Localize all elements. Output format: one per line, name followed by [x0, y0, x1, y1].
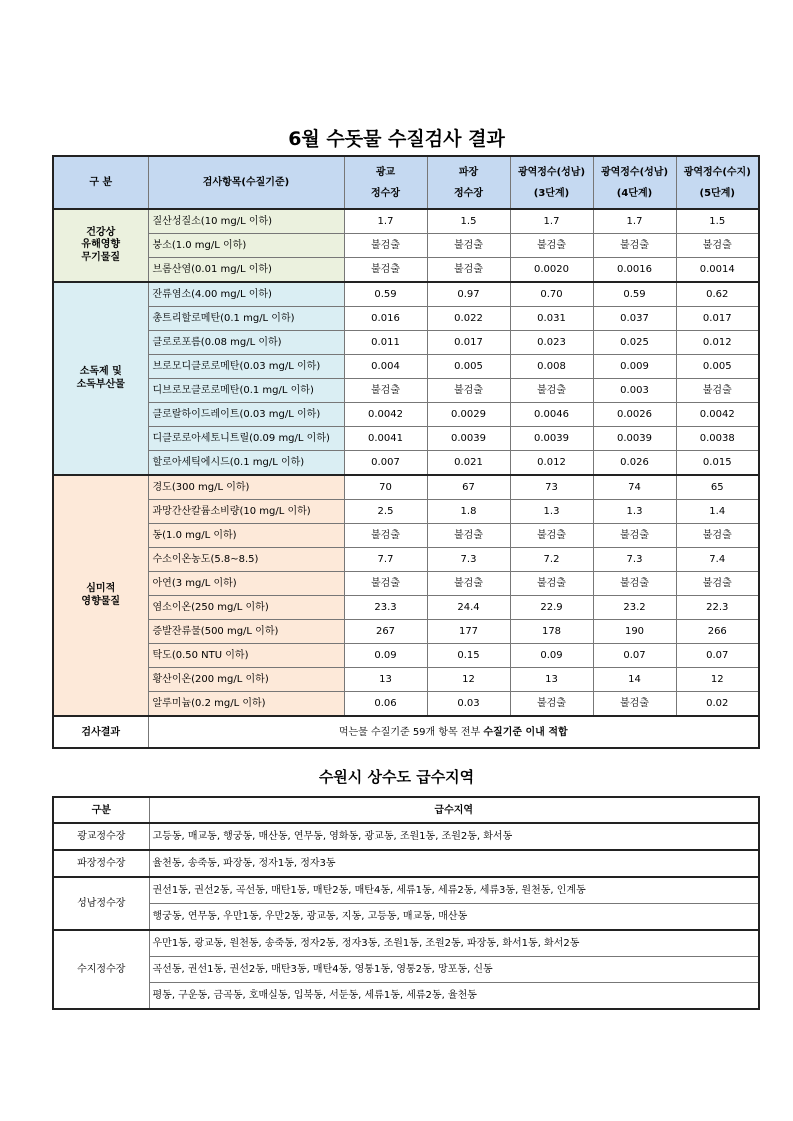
result-text-bold: 수질기준 이내 적합 [483, 726, 568, 738]
value-cell: 0.005 [427, 355, 510, 379]
table-row [53, 692, 759, 717]
item-cell: 아연(3 mg/L 이하) [148, 572, 344, 596]
item-cell: 알루미늄(0.2 mg/L 이하) [148, 692, 344, 717]
value-cell: 불검출 [593, 572, 676, 596]
value-cell: 1.3 [510, 500, 593, 524]
value-cell: 22.9 [510, 596, 593, 620]
value-cell: 70 [344, 475, 427, 500]
header-area: 급수지역 [149, 797, 759, 823]
value-cell: 13 [510, 668, 593, 692]
value-cell: 0.011 [344, 331, 427, 355]
value-cell: 0.0042 [676, 403, 759, 427]
value-cell: 불검출 [510, 524, 593, 548]
value-cell: 0.017 [427, 331, 510, 355]
item-cell: 수소이온농도(5.8~8.5) [148, 548, 344, 572]
value-cell: 0.026 [593, 451, 676, 476]
table-row [53, 500, 759, 524]
item-cell: 브롬산염(0.01 mg/L 이하) [148, 258, 344, 283]
value-cell: 1.7 [593, 209, 676, 234]
value-cell: 7.2 [510, 548, 593, 572]
value-cell: 0.025 [593, 331, 676, 355]
value-cell: 0.037 [593, 307, 676, 331]
value-cell: 67 [427, 475, 510, 500]
item-cell: 과망간산칼륨소비량(10 mg/L 이하) [148, 500, 344, 524]
value-cell: 7.4 [676, 548, 759, 572]
value-cell: 267 [344, 620, 427, 644]
value-cell: 0.005 [676, 355, 759, 379]
table-row [53, 282, 759, 307]
group-label: 건강상 유해영향 무기물질 [53, 209, 148, 282]
value-cell: 0.15 [427, 644, 510, 668]
item-cell: 질산성질소(10 mg/L 이하) [148, 209, 344, 234]
value-cell: 불검출 [676, 524, 759, 548]
header-category: 구 분 [53, 156, 148, 209]
value-cell: 불검출 [427, 234, 510, 258]
value-cell: 0.015 [676, 451, 759, 476]
item-cell: 잔류염소(4.00 mg/L 이하) [148, 282, 344, 307]
value-cell: 0.0014 [676, 258, 759, 283]
group-label: 소독제 및 소독부산물 [53, 282, 148, 475]
value-cell: 0.003 [593, 379, 676, 403]
value-cell: 0.97 [427, 282, 510, 307]
header-row [53, 797, 759, 823]
value-cell: 0.62 [676, 282, 759, 307]
value-cell: 24.4 [427, 596, 510, 620]
item-cell: 경도(300 mg/L 이하) [148, 475, 344, 500]
value-cell: 0.007 [344, 451, 427, 476]
value-cell: 0.0039 [510, 427, 593, 451]
value-cell: 0.023 [510, 331, 593, 355]
item-cell: 증발잔류물(500 mg/L 이하) [148, 620, 344, 644]
table-row [53, 548, 759, 572]
value-cell: 0.022 [427, 307, 510, 331]
value-cell: 0.031 [510, 307, 593, 331]
item-cell: 황산이온(200 mg/L 이하) [148, 668, 344, 692]
table-row [53, 331, 759, 355]
value-cell: 2.5 [344, 500, 427, 524]
value-cell: 14 [593, 668, 676, 692]
value-cell: 0.016 [344, 307, 427, 331]
value-cell: 불검출 [344, 572, 427, 596]
table-row [53, 596, 759, 620]
table-row [53, 451, 759, 476]
value-cell: 0.009 [593, 355, 676, 379]
value-cell: 1.4 [676, 500, 759, 524]
value-cell: 0.0016 [593, 258, 676, 283]
item-cell: 할로아세틱에시드(0.1 mg/L 이하) [148, 451, 344, 476]
value-cell: 190 [593, 620, 676, 644]
value-cell: 불검출 [676, 234, 759, 258]
value-cell: 0.03 [427, 692, 510, 717]
page-title: 6월 수돗물 수질검사 결과 [288, 128, 505, 150]
item-cell: 염소이온(250 mg/L 이하) [148, 596, 344, 620]
value-cell: 불검출 [593, 692, 676, 717]
plant-name: 광교정수장 [53, 823, 149, 850]
item-cell: 클로로포름(0.08 mg/L 이하) [148, 331, 344, 355]
plant-name: 성남정수장 [53, 877, 149, 930]
header-col: 광교 정수장 [344, 156, 427, 209]
value-cell: 0.012 [510, 451, 593, 476]
value-cell: 0.09 [510, 644, 593, 668]
value-cell: 불검출 [676, 379, 759, 403]
result-label: 검사결과 [53, 716, 148, 748]
plant-name: 파장정수장 [53, 850, 149, 877]
value-cell: 불검출 [676, 572, 759, 596]
item-cell: 디클로로아세토니트릴(0.09 mg/L 이하) [148, 427, 344, 451]
value-cell: 266 [676, 620, 759, 644]
header-col: 광역정수(수지) (5단계) [676, 156, 759, 209]
value-cell: 65 [676, 475, 759, 500]
value-cell: 0.0038 [676, 427, 759, 451]
value-cell: 0.0042 [344, 403, 427, 427]
section-title: 수원시 상수도 급수지역 [318, 768, 475, 786]
value-cell: 0.07 [593, 644, 676, 668]
water-quality-body [53, 209, 759, 748]
value-cell: 13 [344, 668, 427, 692]
value-cell: 178 [510, 620, 593, 644]
value-cell: 12 [427, 668, 510, 692]
value-cell: 0.59 [344, 282, 427, 307]
table-row [53, 930, 759, 957]
value-cell: 0.09 [344, 644, 427, 668]
table-row [53, 850, 759, 877]
plant-name: 수지정수장 [53, 930, 149, 1009]
value-cell: 불검출 [510, 572, 593, 596]
table-row [53, 823, 759, 850]
header-row [53, 156, 759, 209]
table-row [53, 877, 759, 904]
value-cell: 22.3 [676, 596, 759, 620]
result-text [148, 716, 759, 748]
header-col: 광역정수(성남) (4단계) [593, 156, 676, 209]
table-row [53, 355, 759, 379]
value-cell: 1.5 [676, 209, 759, 234]
area-list: 고등동, 매교동, 행궁동, 매산동, 연무동, 영화동, 광교동, 조원1동, 조원2동, 화서동 [149, 823, 759, 850]
table-row [53, 209, 759, 234]
header-col: 파장 정수장 [427, 156, 510, 209]
value-cell: 불검출 [344, 258, 427, 283]
value-cell: 0.0046 [510, 403, 593, 427]
value-cell: 74 [593, 475, 676, 500]
value-cell: 불검출 [510, 692, 593, 717]
value-cell: 불검출 [427, 258, 510, 283]
table-row [53, 379, 759, 403]
item-cell: 총트리할로메탄(0.1 mg/L 이하) [148, 307, 344, 331]
supply-area-table [52, 796, 760, 1010]
value-cell: 불검출 [344, 524, 427, 548]
table-row [53, 234, 759, 258]
value-cell: 0.59 [593, 282, 676, 307]
supply-area-body [53, 823, 759, 1009]
value-cell: 불검출 [510, 379, 593, 403]
value-cell: 177 [427, 620, 510, 644]
value-cell: 1.3 [593, 500, 676, 524]
value-cell: 7.3 [593, 548, 676, 572]
item-cell: 디브로모클로로메탄(0.1 mg/L 이하) [148, 379, 344, 403]
table-row [53, 644, 759, 668]
result-text-plain: 먹는물 수질기준 59개 항목 전부 [338, 726, 484, 738]
table-row [53, 258, 759, 283]
value-cell: 1.8 [427, 500, 510, 524]
area-list: 행궁동, 연무동, 우만1동, 우만2동, 광교동, 지동, 고등동, 매교동, 매산동 [149, 904, 759, 931]
value-cell: 23.3 [344, 596, 427, 620]
value-cell: 0.0020 [510, 258, 593, 283]
value-cell: 불검출 [427, 379, 510, 403]
value-cell: 0.02 [676, 692, 759, 717]
table-row [53, 983, 759, 1010]
value-cell: 1.7 [344, 209, 427, 234]
table-row [53, 572, 759, 596]
area-list: 곡선동, 권선1동, 권선2동, 매탄3동, 매탄4동, 영통1동, 영통2동, 망포동, 신동 [149, 957, 759, 983]
area-list: 평동, 구운동, 금곡동, 호매실동, 입북동, 서둔동, 세류1동, 세류2동, 율천동 [149, 983, 759, 1010]
value-cell: 1.5 [427, 209, 510, 234]
header-plant: 구분 [53, 797, 149, 823]
value-cell: 23.2 [593, 596, 676, 620]
table-row [53, 620, 759, 644]
item-cell: 클로랄하이드레이트(0.03 mg/L 이하) [148, 403, 344, 427]
value-cell: 0.021 [427, 451, 510, 476]
value-cell: 0.70 [510, 282, 593, 307]
value-cell: 불검출 [510, 234, 593, 258]
table-row [53, 668, 759, 692]
value-cell: 0.0041 [344, 427, 427, 451]
header-col: 광역정수(성남) (3단계) [510, 156, 593, 209]
value-cell: 불검출 [593, 234, 676, 258]
area-list: 권선1동, 권선2동, 곡선동, 매탄1동, 매탄2동, 매탄4동, 세류1동, 세류2동, 세류3동, 원천동, 인계동 [149, 877, 759, 904]
table-row [53, 307, 759, 331]
item-cell: 브로모디클로로메탄(0.03 mg/L 이하) [148, 355, 344, 379]
value-cell: 7.3 [427, 548, 510, 572]
value-cell: 0.0026 [593, 403, 676, 427]
value-cell: 73 [510, 475, 593, 500]
value-cell: 1.7 [510, 209, 593, 234]
value-cell: 0.06 [344, 692, 427, 717]
header-item: 검사항목(수질기준) [148, 156, 344, 209]
table-row [53, 957, 759, 983]
table-row [53, 403, 759, 427]
area-list: 우만1동, 광교동, 원천동, 송죽동, 정자2동, 정자3동, 조원1동, 조원2동, 파장동, 화서1동, 화서2동 [149, 930, 759, 957]
result-row [53, 716, 759, 748]
area-list: 율천동, 송죽동, 파장동, 정자1동, 정자3동 [149, 850, 759, 877]
item-cell: 동(1.0 mg/L 이하) [148, 524, 344, 548]
value-cell: 불검출 [427, 524, 510, 548]
value-cell: 0.0029 [427, 403, 510, 427]
group-label: 심미적 영향물질 [53, 475, 148, 716]
value-cell: 7.7 [344, 548, 427, 572]
value-cell: 불검출 [344, 234, 427, 258]
value-cell: 0.017 [676, 307, 759, 331]
table-row [53, 427, 759, 451]
value-cell: 0.012 [676, 331, 759, 355]
table-row [53, 904, 759, 931]
value-cell: 0.004 [344, 355, 427, 379]
value-cell: 12 [676, 668, 759, 692]
table-row [53, 475, 759, 500]
item-cell: 붕소(1.0 mg/L 이하) [148, 234, 344, 258]
value-cell: 0.008 [510, 355, 593, 379]
value-cell: 0.0039 [427, 427, 510, 451]
item-cell: 탁도(0.50 NTU 이하) [148, 644, 344, 668]
value-cell: 0.07 [676, 644, 759, 668]
value-cell: 0.0039 [593, 427, 676, 451]
table-row [53, 524, 759, 548]
water-quality-table [52, 155, 760, 749]
value-cell: 불검출 [593, 524, 676, 548]
value-cell: 불검출 [427, 572, 510, 596]
value-cell: 불검출 [344, 379, 427, 403]
